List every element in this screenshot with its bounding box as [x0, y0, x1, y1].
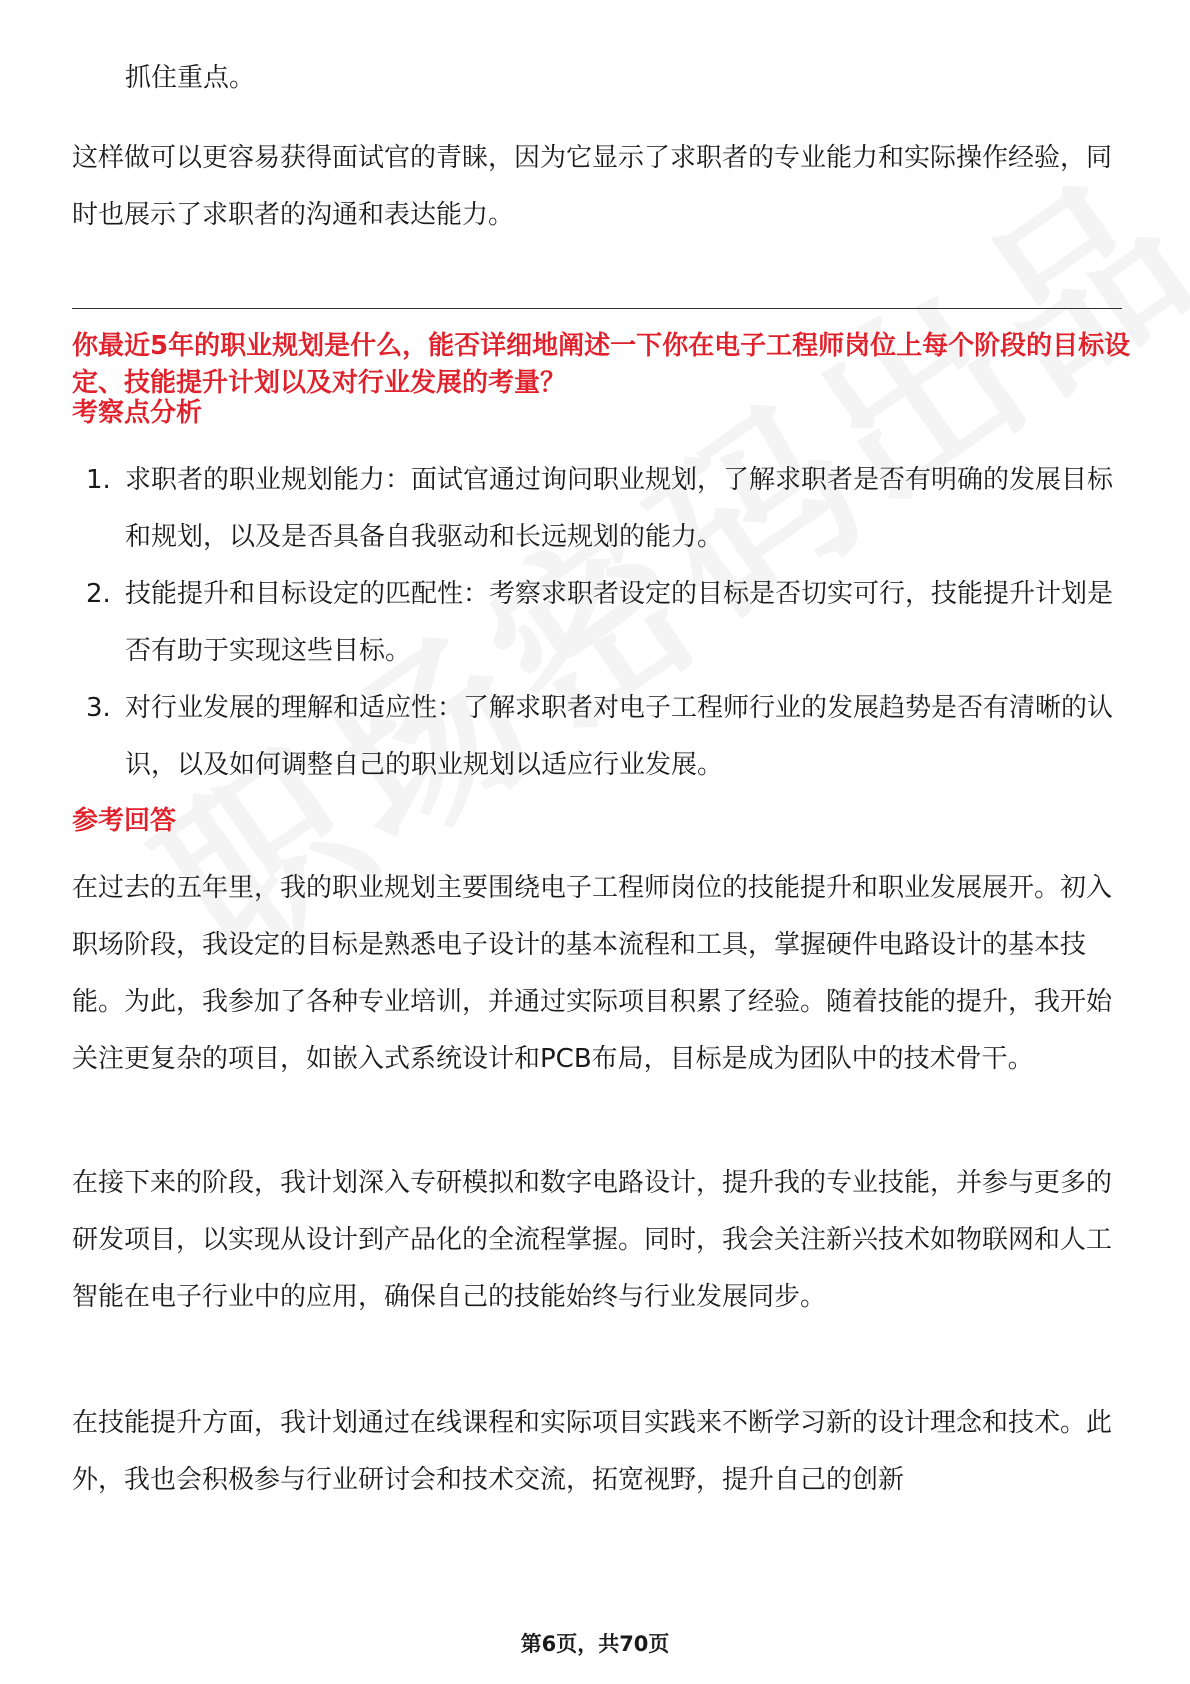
page-number: 第6页，共70页 — [520, 1632, 670, 1656]
intro-paragraph: 这样做可以更容易获得面试官的青睐，因为它显示了求职者的专业能力和实际操作经验，同时也展示了求职者的沟通和表达能力。 — [72, 143, 1113, 230]
intro-continuation: 抓住重点。 — [125, 63, 256, 93]
question-title: 你最近5年的职业规划是什么，能否详细地阐述一下你在电子工程师岗位上每个阶段的目标设定、技能提升计划以及对行业发展的考量？ — [72, 331, 1131, 398]
analysis-heading: 考察点分析 — [72, 398, 203, 428]
list-item-text: 技能提升和目标设定的匹配性：考察求职者设定的目标是否切实可行，技能提升计划是否有助于实现这些目标。 — [125, 579, 1114, 666]
list-item-number: 1. — [86, 465, 111, 495]
list-item — [72, 680, 1132, 794]
list-item-text: 求职者的职业规划能力：面试官通过询问职业规划，了解求职者是否有明确的发展目标和规划，以及是否具备自我驱动和长远规划的能力。 — [125, 465, 1114, 552]
answer-heading: 参考回答 — [72, 806, 177, 836]
list-item — [72, 566, 1132, 680]
answer-paragraph: 在技能提升方面，我计划通过在线课程和实际项目实践来不断学习新的设计理念和技术。此外，我也会积极参与行业研讨会和技术交流，拓宽视野，提升自己的创新 — [72, 1408, 1113, 1495]
list-item-text: 对行业发展的理解和适应性：了解求职者对电子工程师行业的发展趋势是否有清晰的认识，以及如何调整自己的职业规划以适应行业发展。 — [125, 693, 1114, 780]
list-item-number: 3. — [86, 693, 111, 723]
section-divider — [72, 308, 1122, 309]
answer-paragraph: 在接下来的阶段，我计划深入专研模拟和数字电路设计，提升我的专业技能，并参与更多的研发项目，以实现从设计到产品化的全流程掌握。同时，我会关注新兴技术如物联网和人工智能在电子行业中的应用，确保自己的技能始终与行业发展同步。 — [72, 1168, 1113, 1312]
analysis-list — [72, 452, 1132, 794]
list-item — [72, 452, 1132, 566]
answer-paragraph: 在过去的五年里，我的职业规划主要围绕电子工程师岗位的技能提升和职业发展展开。初入职场阶段，我设定的目标是熟悉电子设计的基本流程和工具，掌握硬件电路设计的基本技能。为此，我参加了各种专业培训，并通过实际项目积累了经验。随着技能的提升，我开始关注更复杂的项目，如嵌入式系统设计和PCB布局，目标是成为团队中的技术骨干。 — [72, 873, 1113, 1074]
list-item-number: 2. — [86, 579, 111, 609]
